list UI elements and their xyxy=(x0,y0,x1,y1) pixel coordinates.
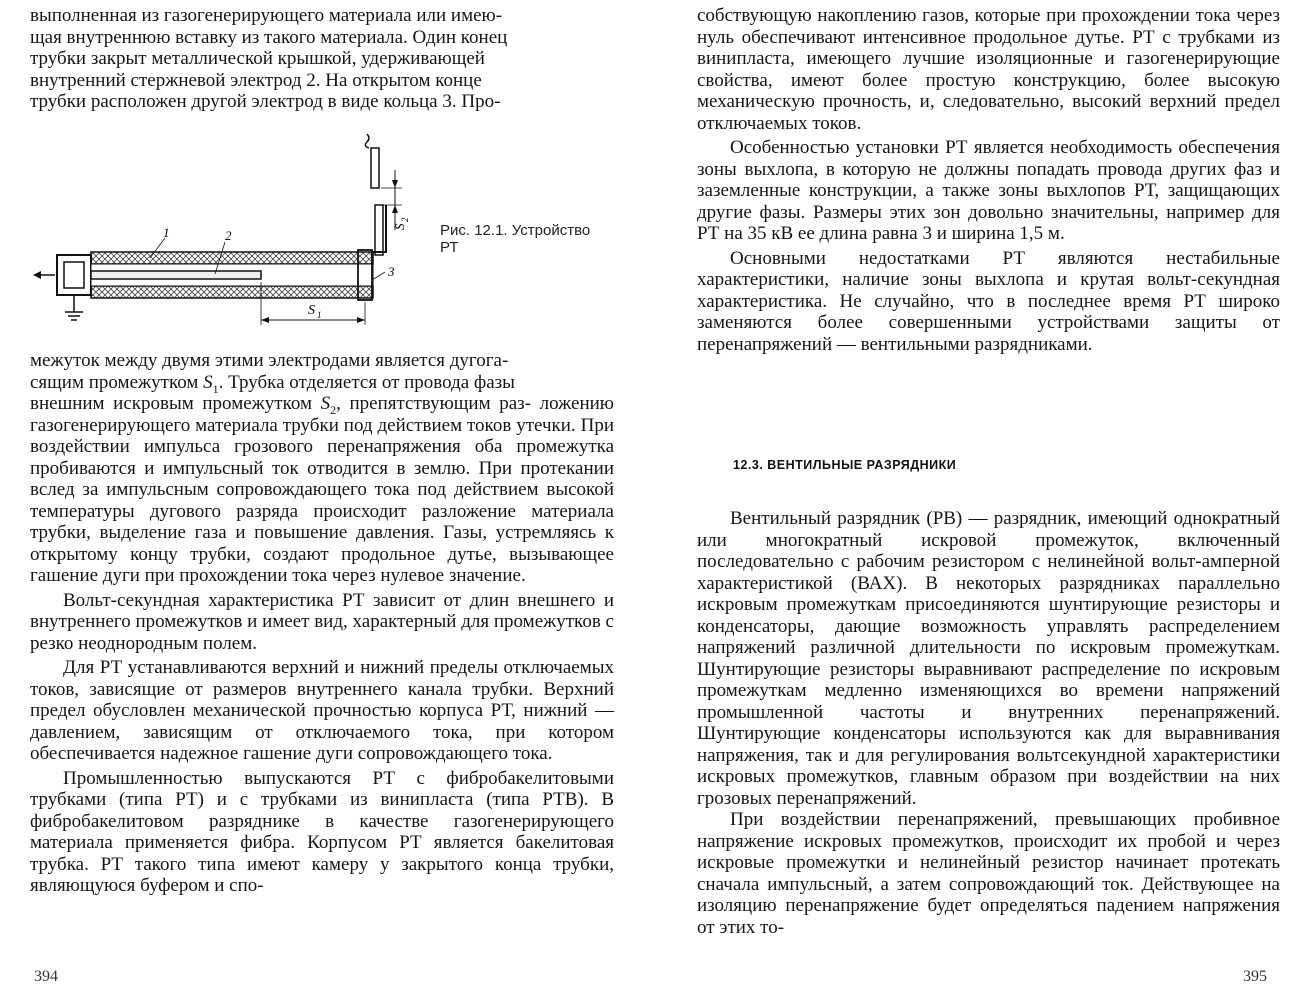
right-top-text xyxy=(697,5,1280,355)
terminal-arrow-icon xyxy=(33,271,41,279)
left-page xyxy=(0,0,650,998)
label-2: 2 xyxy=(225,228,232,243)
ring-lead xyxy=(372,205,386,252)
page-number: 394 xyxy=(34,968,58,985)
left-top-text xyxy=(30,5,614,113)
page-number: 395 xyxy=(1243,968,1267,985)
text-line: трубки закрыт металлической крышкой, удерживающей xyxy=(30,48,485,69)
caption-line: РТ xyxy=(440,239,459,256)
label-s2: S xyxy=(392,223,407,230)
figure-caption xyxy=(440,222,590,256)
paragraph: Вентильный разрядник (РВ) — разрядник, имеющий однократный или многократный искровой промежуток, включенный последовательно с рабочим резистором с нелинейной вольт-амперной характеристикой (ВАХ). В некоторых разрядниках параллельно искровым промежуткам присоединяются шунтирующие резисторы и конденсаторы, дающие возможность управлять распределением напряжений различной длительности по искровым промежуткам. Шунтирующие резисторы выравнивают распределение по искровым промежуткам медленно изменяющихся во времени напряжений промышленной частоты и внутренних перенапряжений. Шунтирующие конденсаторы используются как для выравнивания напряжения, так и для регулирования вольтсекундной характеристики искровых промежутков, главным образом при воздействии на них грозовых перенапряжений. xyxy=(697,508,1280,809)
phase-wire-break xyxy=(365,134,369,148)
end-cap xyxy=(57,255,91,295)
label-3: 3 xyxy=(388,264,395,279)
paragraph: Промышленностью выпускаются РТ с фибробакелитовыми трубками (типа РТ) и с трубками из винипласта (типа РТВ). В фибробакелитовом разряднике в качестве газогенерирующего материала применяется фибра. Корпусом РТ является бакелитовая трубка. РТ такого типа имеют камеру у закрытого конца трубки, являющуюся буфером и спо- xyxy=(30,767,614,896)
rod-electrode xyxy=(91,271,261,279)
text-line: внутренний стержневой электрод 2. На открытом конце xyxy=(30,69,482,91)
right-body-text xyxy=(697,508,1280,938)
tube-wall-top xyxy=(91,252,373,264)
text-line: трубки расположен другой электрод в виде кольца 3. Про- xyxy=(30,91,501,112)
text-line: выполненная из газогенерирующего материала или имею- xyxy=(30,5,503,26)
paragraph: Вольт-секундная характеристика РТ зависит от длин внешнего и внутреннего промежутков и имеет вид, характерный для промежутков с резко неоднородным полем. xyxy=(30,589,614,654)
section-heading: 12.3. ВЕНТИЛЬНЫЕ РАЗРЯДНИКИ xyxy=(733,458,957,472)
label-s2-sub: 2 xyxy=(400,217,410,222)
left-body-text xyxy=(30,350,614,897)
text-line: межуток между двумя этими электродами является дугога- xyxy=(30,350,509,371)
label-s1-sub: 1 xyxy=(317,310,322,320)
paragraph: собствующую накоплению газов, которые при прохождении тока через нуль обеспечивают интенсивное продольное дутье. РТ с трубками из винипласта, имеющего лучшие изоляционные и газогенерирующие свойства, имеют более простую конструкцию, более высокую механическую прочность, и, следовательно, высокий верхний предел отключаемых токов. xyxy=(697,5,1280,134)
paragraph: межуток между двумя этими электродами является дугога- сящим промежутком $S_1$. Трубка отделяется от провода фазы внешним искровым промежутком $S_2$, препятствующим раз- ложению газогенерирующего материала трубки под действием токов утечки. При воздействии импульса грозового перенапряжения оба промежутка пробиваются и импульсный ток отводится в землю. При протекании вслед за импульсным сопровождающего тока под действием высокой температуры дугового разряда происходит разложение материала трубки, выделение газа и повышение давления. Газы, устремляясь к открытому концу трубки, создают продольное дутье, вызывающее гашение дуги при прохождении тока через нулевое значение. xyxy=(30,350,614,586)
end-cap-inner xyxy=(64,262,84,288)
paragraph: Особенностью установки РТ является необходимость обеспечения зоны выхлопа, в которую не должны попадать провода других фаз и заземленные конструкции, а также зоны выхлопов РТ, защищающих другие фазы. Размеры этих зон довольно значительны, например для РТ на 35 кВ ее длина равна 3 и ширина 1,5 м. xyxy=(697,137,1280,244)
phase-electrode xyxy=(371,148,379,188)
label-s1: S xyxy=(308,303,315,318)
tube-wall-bottom xyxy=(91,286,373,298)
text-line: щая внутреннюю вставку из такого материала. Один конец xyxy=(30,26,508,48)
paragraph: При воздействии перенапряжений, превышающих пробивное напряжение искровых промежутков, происходит их пробой и через искровые промежутки и нелинейный резистор начинает протекать сначала импульсный, а затем сопровождающий ток. Действующее на изоляцию перенапряжение будет определяться падением напряжения от этих то- xyxy=(697,809,1280,938)
paragraph: Для РТ устанавливаются верхний и нижний пределы отключаемых токов, зависящие от размеров внутреннего канала трубки. Верхний предел обусловлен механической прочностью корпуса РТ, нижний — давлением, зависящим от отключаемого тока, при котором обеспечивается надежное гашение дуги сопровождающего тока. xyxy=(30,657,614,764)
label-1: 1 xyxy=(163,225,170,240)
caption-line: Рис. 12.1. Устройство xyxy=(440,222,591,239)
paragraph: Основными недостатками РТ являются нестабильные характеристики, наличие зоны выхлопа и крутая вольт-секундная характеристика. Не случайно, что в последнее время РТ широко заменяются более совершенными устройствами защиты от перенапряжений — вентильными разрядниками. xyxy=(697,247,1280,355)
paragraph-rest: ложению газогенерирующего материала трубки под действием токов утечки. При воздействии импульса грозового перенапряжения оба промежутка пробиваются и импульсный ток отводится в землю. При протекании вслед за импульсным сопровождающего тока под действием высокой температуры дугового разряда происходит разложение материала трубки, выделение газа и повышение давления. Газы, устремляясь к открытому концу трубки, создают продольное дутье, вызывающее гашение дуги при прохождении тока через нулевое значение. xyxy=(30,393,614,586)
